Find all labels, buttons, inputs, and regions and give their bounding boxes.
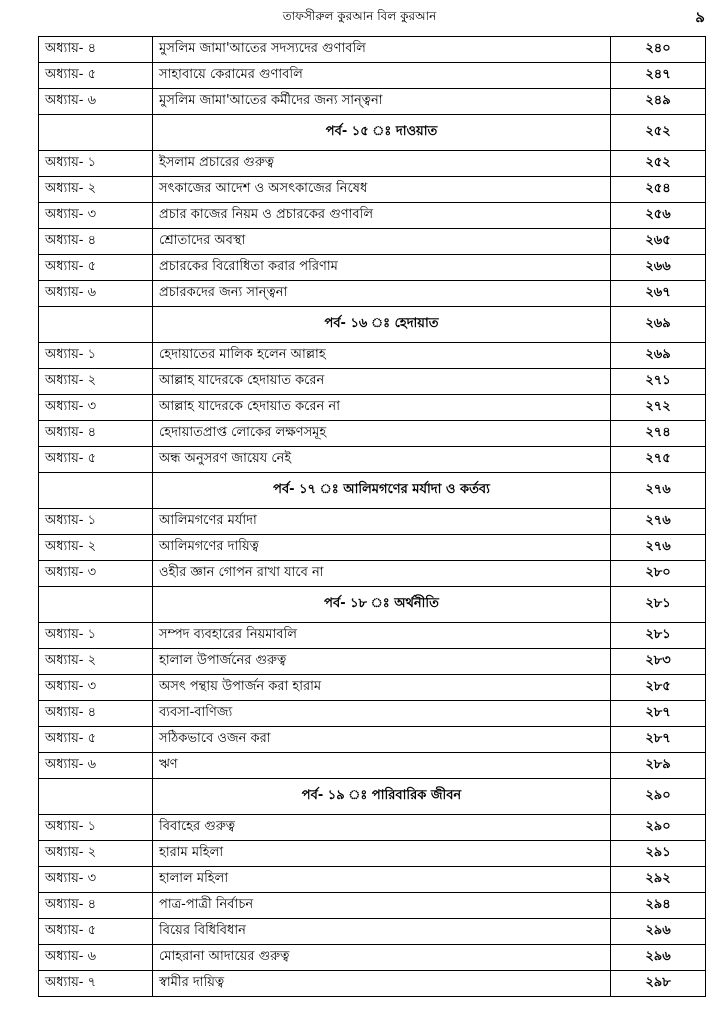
chapter-label: অধ্যায়- ২	[39, 177, 153, 203]
chapter-label: অধ্যায়- ১	[39, 151, 153, 177]
chapter-label: অধ্যায়- ৪	[39, 701, 153, 727]
chapter-title: ব্যবসা-বাণিজ্য	[153, 701, 611, 727]
chapter-label: অধ্যায়- ৬	[39, 281, 153, 307]
chapter-label: অধ্যায়- ৫	[39, 63, 153, 89]
chapter-page-number: ২৭৬	[611, 535, 706, 561]
chapter-page-number: ২৫২	[611, 151, 706, 177]
chapter-title: বিয়ের বিধিবিধান	[153, 919, 611, 945]
chapter-title: মুসলিম জামা'আতের সদস্যদের গুণাবলি	[153, 37, 611, 63]
toc-body	[39, 37, 706, 997]
chapter-page-number: ২৭২	[611, 395, 706, 421]
chapter-row	[39, 867, 706, 893]
part-label-cell	[39, 587, 153, 623]
chapter-label: অধ্যায়- ৫	[39, 255, 153, 281]
chapter-label: অধ্যায়- ৬	[39, 945, 153, 971]
chapter-label: অধ্যায়- ৭	[39, 971, 153, 997]
part-page-number: ২৯০	[611, 779, 706, 815]
chapter-label: অধ্যায়- ৩	[39, 867, 153, 893]
chapter-page-number: ২৪০	[611, 37, 706, 63]
table-of-contents	[38, 36, 706, 997]
chapter-title: সৎকাজের আদেশ ও অসৎকাজের নিষেধ	[153, 177, 611, 203]
chapter-label: অধ্যায়- ৪	[39, 229, 153, 255]
chapter-title: মোহরানা আদায়ের গুরুত্ব	[153, 945, 611, 971]
chapter-row	[39, 919, 706, 945]
chapter-label: অধ্যায়- ১	[39, 815, 153, 841]
chapter-label: অধ্যায়- ২	[39, 535, 153, 561]
chapter-title: আলিমগণের দায়িত্ব	[153, 535, 611, 561]
chapter-title: অসৎ পন্থায় উপার্জন করা হারাম	[153, 675, 611, 701]
chapter-page-number: ২৪৯	[611, 89, 706, 115]
chapter-label: অধ্যায়- ৩	[39, 561, 153, 587]
page-number: ৯	[695, 8, 705, 26]
chapter-title: সম্পদ ব্যবহারের নিয়মাবলি	[153, 623, 611, 649]
chapter-page-number: ২৮৫	[611, 675, 706, 701]
chapter-row	[39, 447, 706, 473]
chapter-title: শ্রোতাদের অবস্থা	[153, 229, 611, 255]
chapter-page-number: ২৯৪	[611, 893, 706, 919]
chapter-row	[39, 89, 706, 115]
chapter-page-number: ২৭১	[611, 369, 706, 395]
chapter-page-number: ২৮১	[611, 623, 706, 649]
chapter-title: আলিমগণের মর্যাদা	[153, 509, 611, 535]
chapter-row	[39, 509, 706, 535]
chapter-title: হেদায়াতপ্রাপ্ত লোকের লক্ষণসমূহ	[153, 421, 611, 447]
chapter-page-number: ২৬৬	[611, 255, 706, 281]
chapter-row	[39, 649, 706, 675]
chapter-label: অধ্যায়- ২	[39, 649, 153, 675]
chapter-title: আল্লাহ যাদেরকে হেদায়াত করেন	[153, 369, 611, 395]
part-label-cell	[39, 307, 153, 343]
part-page-number: ২৫২	[611, 115, 706, 151]
chapter-row	[39, 701, 706, 727]
chapter-page-number: ২৭৬	[611, 509, 706, 535]
part-title: পর্ব- ১৮ ঃ অর্থনীতি	[153, 587, 611, 623]
chapter-label: অধ্যায়- ৪	[39, 37, 153, 63]
part-heading-row	[39, 307, 706, 343]
chapter-page-number: ২৯৬	[611, 919, 706, 945]
chapter-page-number: ২৯০	[611, 815, 706, 841]
chapter-label: অধ্যায়- ২	[39, 369, 153, 395]
chapter-label: অধ্যায়- ৬	[39, 89, 153, 115]
chapter-title: অন্ধ অনুসরণ জায়েয নেই	[153, 447, 611, 473]
chapter-row	[39, 893, 706, 919]
chapter-page-number: ২৮৯	[611, 753, 706, 779]
chapter-row	[39, 177, 706, 203]
chapter-title: হালাল মহিলা	[153, 867, 611, 893]
chapter-page-number: ২৮৭	[611, 727, 706, 753]
chapter-title: সাহাবায়ে কেরামের গুণাবলি	[153, 63, 611, 89]
part-label-cell	[39, 779, 153, 815]
chapter-title: সঠিকভাবে ওজন করা	[153, 727, 611, 753]
chapter-row	[39, 203, 706, 229]
chapter-row	[39, 229, 706, 255]
chapter-row	[39, 37, 706, 63]
part-heading-row	[39, 115, 706, 151]
chapter-row	[39, 421, 706, 447]
part-page-number: ২৮১	[611, 587, 706, 623]
chapter-label: অধ্যায়- ৩	[39, 675, 153, 701]
chapter-page-number: ২৬৫	[611, 229, 706, 255]
part-title: পর্ব- ১৭ ঃ আলিমগণের মর্যাদা ও কর্তব্য	[153, 473, 611, 509]
part-heading-row	[39, 473, 706, 509]
chapter-label: অধ্যায়- ৩	[39, 203, 153, 229]
chapter-page-number: ২৬৭	[611, 281, 706, 307]
part-label-cell	[39, 473, 153, 509]
chapter-title: প্রচারকদের জন্য সান্ত্বনা	[153, 281, 611, 307]
chapter-title: ঋণ	[153, 753, 611, 779]
chapter-title: ইসলাম প্রচারের গুরুত্ব	[153, 151, 611, 177]
chapter-page-number: ২৯৮	[611, 971, 706, 997]
chapter-row	[39, 561, 706, 587]
chapter-page-number: ২৯১	[611, 841, 706, 867]
chapter-row	[39, 255, 706, 281]
chapter-page-number: ২৫৪	[611, 177, 706, 203]
chapter-title: বিবাহের গুরুত্ব	[153, 815, 611, 841]
book-title: তাফসীরুল কুরআন বিল কুরআন	[282, 9, 437, 23]
chapter-label: অধ্যায়- ৪	[39, 893, 153, 919]
chapter-row	[39, 675, 706, 701]
chapter-label: অধ্যায়- ৫	[39, 919, 153, 945]
chapter-title: স্বামীর দায়িত্ব	[153, 971, 611, 997]
part-title: পর্ব- ১৬ ঃ হেদায়াত	[153, 307, 611, 343]
chapter-label: অধ্যায়- ১	[39, 343, 153, 369]
chapter-row	[39, 151, 706, 177]
chapter-page-number: ২৮৩	[611, 649, 706, 675]
chapter-page-number: ২৮০	[611, 561, 706, 587]
chapter-page-number: ২৪৭	[611, 63, 706, 89]
part-label-cell	[39, 115, 153, 151]
chapter-title: হেদায়াতের মালিক হলেন আল্লাহ	[153, 343, 611, 369]
chapter-row	[39, 971, 706, 997]
chapter-row	[39, 281, 706, 307]
part-title: পর্ব- ১৯ ঃ পারিবারিক জীবন	[153, 779, 611, 815]
chapter-label: অধ্যায়- ৩	[39, 395, 153, 421]
chapter-row	[39, 343, 706, 369]
chapter-title: প্রচারকের বিরোধিতা করার পরিণাম	[153, 255, 611, 281]
chapter-page-number: ২৬৯	[611, 343, 706, 369]
chapter-row	[39, 841, 706, 867]
chapter-row	[39, 63, 706, 89]
chapter-title: আল্লাহ যাদেরকে হেদায়াত করেন না	[153, 395, 611, 421]
part-page-number: ২৬৯	[611, 307, 706, 343]
chapter-label: অধ্যায়- ৬	[39, 753, 153, 779]
chapter-label: অধ্যায়- ৫	[39, 447, 153, 473]
chapter-label: অধ্যায়- ৫	[39, 727, 153, 753]
part-title: পর্ব- ১৫ ঃ দাওয়াত	[153, 115, 611, 151]
chapter-label: অধ্যায়- ১	[39, 623, 153, 649]
chapter-label: অধ্যায়- ৪	[39, 421, 153, 447]
chapter-label: অধ্যায়- ১	[39, 509, 153, 535]
chapter-row	[39, 369, 706, 395]
chapter-page-number: ২৮৭	[611, 701, 706, 727]
chapter-page-number: ২৭৫	[611, 447, 706, 473]
chapter-page-number: ২৯৬	[611, 945, 706, 971]
chapter-row	[39, 535, 706, 561]
chapter-row	[39, 945, 706, 971]
chapter-title: মুসলিম জামা'আতের কর্মীদের জন্য সান্ত্বনা	[153, 89, 611, 115]
chapter-title: ওহীর জ্ঞান গোপন রাখা যাবে না	[153, 561, 611, 587]
chapter-row	[39, 727, 706, 753]
page-header	[0, 6, 719, 28]
part-heading-row	[39, 779, 706, 815]
chapter-row	[39, 623, 706, 649]
chapter-title: পাত্র-পাত্রী নির্বাচন	[153, 893, 611, 919]
part-page-number: ২৭৬	[611, 473, 706, 509]
chapter-label: অধ্যায়- ২	[39, 841, 153, 867]
chapter-row	[39, 815, 706, 841]
chapter-row	[39, 753, 706, 779]
chapter-page-number: ২৫৬	[611, 203, 706, 229]
chapter-row	[39, 395, 706, 421]
chapter-page-number: ২৯২	[611, 867, 706, 893]
chapter-page-number: ২৭৪	[611, 421, 706, 447]
chapter-title: প্রচার কাজের নিয়ম ও প্রচারকের গুণাবলি	[153, 203, 611, 229]
chapter-title: হালাল উপার্জনের গুরুত্ব	[153, 649, 611, 675]
chapter-title: হারাম মহিলা	[153, 841, 611, 867]
part-heading-row	[39, 587, 706, 623]
